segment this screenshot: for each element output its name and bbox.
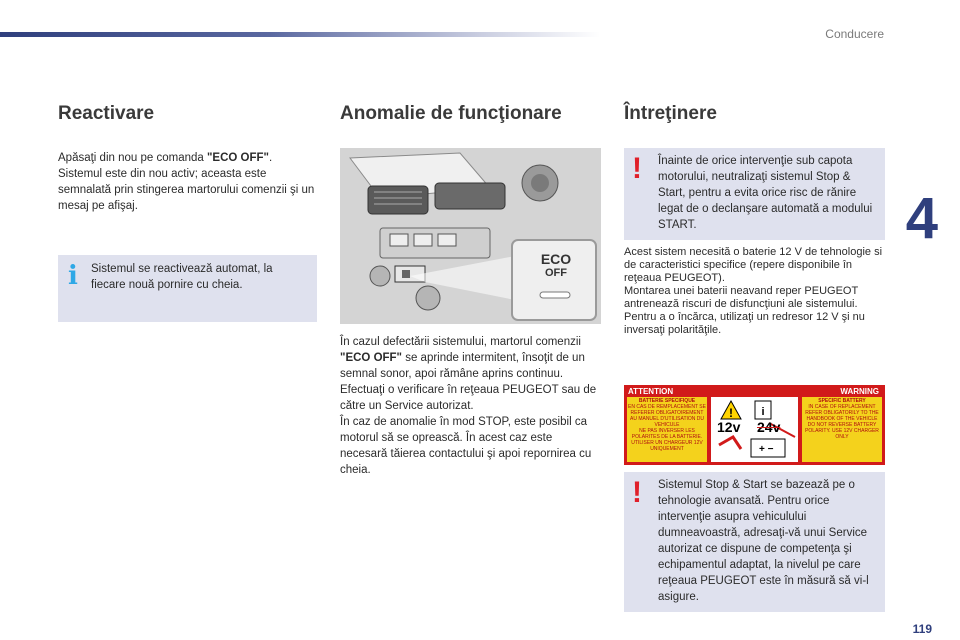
warning-icon: ! bbox=[632, 152, 642, 185]
warning-icon-2: ! bbox=[632, 476, 642, 509]
dashboard-illustration bbox=[340, 148, 601, 324]
anomalie-paragraph-2: În caz de anomalie în mod STOP, este posibil ca motorul să se oprească. În acest caz este necesară tăierea contactului şi apoi repornirea cu cheia. bbox=[340, 416, 592, 476]
anomalie-paragraph: În cazul defectării sistemului, martorul comenzii "ECO OFF" se aprinde intermitent, însoţit de un semnal sonor, apoi rămâne aprins continuu. Efectuaţi o verificare în reţeaua PEUGEOT sau de către un Service autorizat. bbox=[340, 336, 597, 412]
label-center-panel bbox=[711, 397, 798, 462]
warning-box-service-text: Sistemul Stop & Start se bazează pe o tehnologie avansată. Pentru orice intervenţie asupra vehiculului dumneavoastră, adresaţi-vă unui Service autorizat ce dispune de competenţa şi echipamentul adaptat, la nivelul pe care reţeaua PEUGEOT este în măsură să vi-l asigure. bbox=[658, 479, 869, 603]
info-box bbox=[58, 255, 317, 322]
svg-text:+ −: + − bbox=[759, 444, 774, 455]
info-box-text: Sistemul se reactivează automat, la fiecare nouă pornire cu cheia. bbox=[91, 263, 273, 291]
label-fr-panel: BATTERIE SPECIFIQUE EN CAS DE REMPLACEMENT SE REFERER OBLIGATOIREMENT AU MANUEL D'UTILISATION DU VEHICULE NE PAS INVERSER LES POLARITES DE LA BATTERIE. UTILISER UN CHARGEUR 12V UNIQUEMENT bbox=[627, 397, 707, 462]
warning-box-service bbox=[624, 472, 885, 612]
header-bar bbox=[0, 32, 600, 37]
intretinere-title: Întreţinere bbox=[624, 103, 717, 124]
warning-label: WARNING bbox=[840, 387, 879, 396]
label-24v: 24v bbox=[757, 419, 781, 435]
anomalie-title: Anomalie de funcţionare bbox=[340, 103, 562, 124]
attention-label: ATTENTION bbox=[628, 387, 674, 396]
svg-text:i: i bbox=[761, 406, 765, 418]
chapter-number: 4 bbox=[905, 186, 938, 251]
reactivare-title: Reactivare bbox=[58, 103, 155, 124]
warning-box-maintenance-text: Înainte de orice intervenţie sub capota motorului, neutralizaţi sistemul Stop & Start, pentru a evita orice risc de rănire legat de o declanşare automată a modului START. bbox=[658, 155, 873, 231]
off-label: OFF bbox=[545, 267, 567, 279]
reactivare-paragraph: Apăsaţi din nou pe comanda "ECO OFF". Sistemul este din nou activ; aceasta este semnalată prin stingerea martorului comenzii şi un mesaj pe afişaj. bbox=[58, 152, 315, 212]
battery-warning-label bbox=[624, 385, 885, 465]
eco-off-button bbox=[537, 252, 575, 280]
page-number: 119 bbox=[912, 622, 932, 636]
eco-label: ECO bbox=[540, 251, 572, 267]
info-icon: i bbox=[68, 261, 78, 291]
label-en-panel: SPECIFIC BATTERY IN CASE OF REPLACEMENT REFER OBLIGATORILY TO THE HANDBOOK OF THE VEHICLE DO NOT REVERSE BATTERY POLARITY. USE 12V CHARGER ONLY bbox=[802, 397, 882, 462]
battery-paragraph: Acest sistem necesită o baterie 12 V de tehnologie si de caracteristici specifice (repere disponibile în reţeaua PEUGEOT). Montarea unei baterii neavand reper PEUGEOT antrenează riscuri de disfuncţiuni ale sistemului. Pentru a o încărca, utilizaţi un redresor 12 V şi nu inversaţi polarităţile. bbox=[624, 246, 883, 336]
dashboard-photo bbox=[340, 148, 601, 324]
svg-text:!: ! bbox=[729, 406, 733, 420]
section-label: Conducere bbox=[825, 27, 884, 41]
warning-box-maintenance bbox=[624, 148, 885, 240]
label-12v: 12v bbox=[717, 419, 741, 435]
